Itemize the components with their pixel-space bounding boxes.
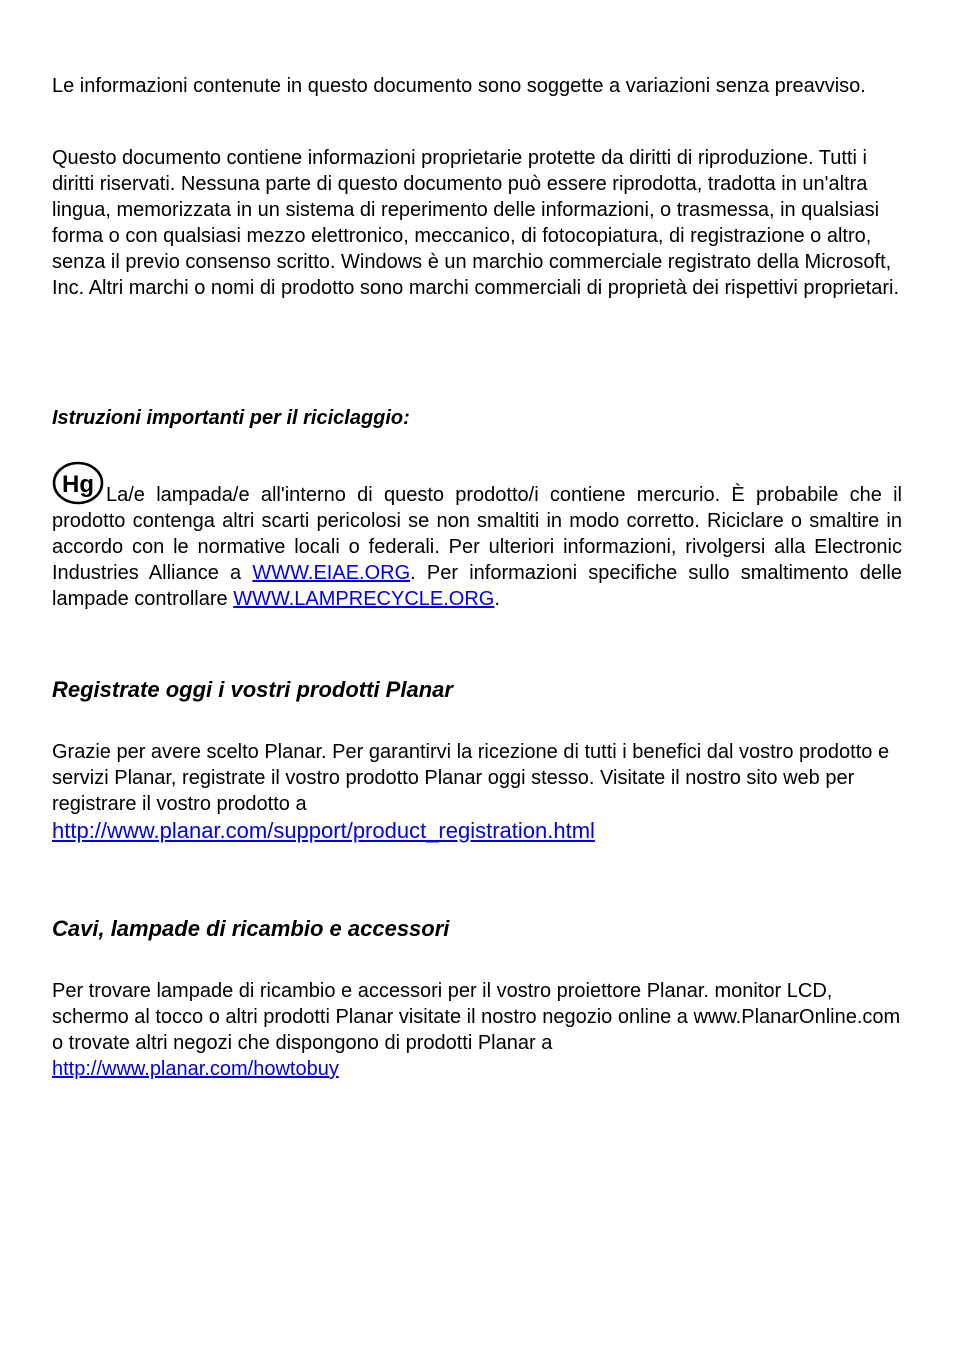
copyright-paragraph: Questo documento contiene informazioni proprietarie protette da diritti di riproduzione. Tutti i diritti riservati. Nessuna parte di questo documento può essere riprodotta, tradotta in un'altra lingua, memorizzata in un sistema di reperimento delle informazioni, o trasmessa, in qualsiasi forma o con qualsiasi mezzo elettronico, meccanico, di fotocopiatura, di registrazione o altro, senza il previo consenso scritto. Windows è un marchio commerciale registrato della Microsoft, Inc. Altri marchi o nomi di prodotto sono marchi commerciali di proprietà dei rispettivi proprietari.	[52, 147, 900, 299]
recycling-text-2: . Per informazioni specifiche sullo smaltimento delle lampade controllare	[52, 562, 902, 610]
eiae-link[interactable]: WWW.EIAE.ORG	[252, 562, 411, 584]
register-section	[52, 739, 910, 845]
recycling-text-3: .	[494, 588, 500, 610]
lamprecycle-link[interactable]: WWW.LAMPRECYCLE.ORG	[233, 588, 495, 610]
mercury-hg-icon	[52, 461, 104, 505]
disclaimer-paragraph: Le informazioni contenute in questo documento sono soggette a variazioni senza preavviso.	[52, 75, 866, 97]
accessories-paragraph: Per trovare lampade di ricambio e accessori per il vostro proiettore Planar. monitor LCD, schermo al tocco o altri prodotti Planar visitate il nostro negozio online a www.PlanarOnline.com o trovate altri negozi che dispongono di prodotti Planar a	[52, 980, 901, 1054]
hg-icon-label: Hg	[62, 471, 94, 498]
register-paragraph: Grazie per avere scelto Planar. Per garantirvi la ricezione di tutti i benefici dal vostro prodotto e servizi Planar, registrate il vostro prodotto Planar oggi stesso. Visitate il nostro sito web per registrare il vostro prodotto a	[52, 741, 890, 815]
recycling-heading: Istruzioni importanti per il riciclaggio:	[52, 407, 410, 429]
register-heading: Registrate oggi i vostri prodotti Planar	[52, 677, 453, 702]
recycling-paragraph	[52, 461, 902, 612]
product-registration-link[interactable]: http://www.planar.com/support/product_registration.html	[52, 818, 595, 843]
accessories-heading: Cavi, lampade di ricambio e accessori	[52, 916, 450, 941]
recycling-text-1: La/e lampada/e all'interno di questo prodotto/i contiene mercurio. È probabile che il prodotto contenga altri scarti pericolosi se non smaltiti in modo corretto. Riciclare o smaltire in accordo con le normative locali o federali. Per ulteriori informazioni, rivolgersi alla Electronic Industries Alliance a	[52, 484, 902, 584]
accessories-section	[52, 978, 910, 1082]
howtobuy-link[interactable]: http://www.planar.com/howtobuy	[52, 1058, 339, 1080]
